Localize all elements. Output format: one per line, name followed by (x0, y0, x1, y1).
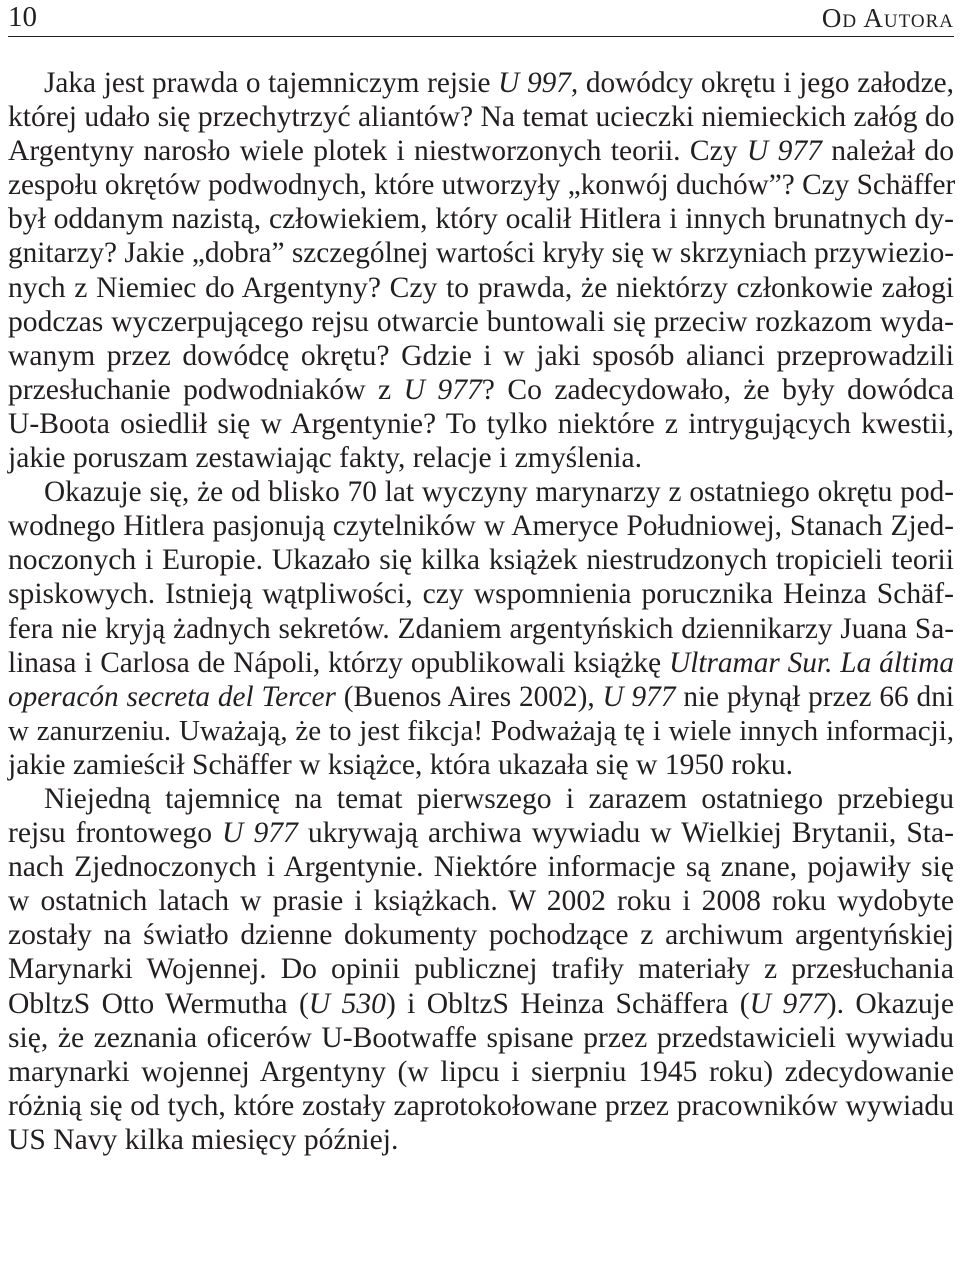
text-run: gnitarzy? Jakie „dobra” szczególnej wartości kryły się w skrzyniach przywiezio- (8, 237, 955, 270)
text-line (8, 577, 954, 611)
text-run: należał do (821, 135, 954, 168)
text-line (8, 714, 954, 748)
text-line (8, 339, 954, 373)
text-run: nie płynął przez 66 dni (675, 680, 954, 713)
text-run: ObltzS Otto Wermutha ( (8, 987, 309, 1020)
body-text (8, 66, 954, 1157)
text-run: różnią się od tych, które zostały zaprotokołowane przez pracowników wywiadu (8, 1089, 954, 1122)
text-run: nych z Niemiec do Argentyny? Czy to prawda, że niektórzy członkowie załogi (8, 271, 954, 304)
text-line (8, 782, 954, 816)
text-run: linasa i Carlosa de Nápoli, którzy opublikowali książkę (8, 646, 670, 679)
text-run: wanym przez dowódcę okrętu? Gdzie i w jaki sposób alianci przeprowadzili (8, 339, 954, 372)
italic-text: U 977 (749, 987, 827, 1020)
text-run: zespołu okrętów podwodnych, które utworzyły „konwój duchów”? Czy Schäffer (8, 169, 956, 202)
text-line (8, 475, 954, 509)
italic-text: U 977 (602, 680, 676, 713)
text-line (8, 612, 954, 646)
text-run: ) i ObltzS Heinza Schäffera ( (385, 987, 750, 1020)
text-line (8, 202, 954, 236)
text-line (8, 1021, 954, 1055)
italic-text: U 977 (746, 135, 822, 168)
text-line (8, 441, 954, 475)
paragraph (8, 66, 954, 475)
text-run: Argentyny narosło wiele plotek i niestworzonych teorii. Czy (8, 135, 747, 168)
text-line (8, 1123, 954, 1157)
italic-text: U 977 (403, 373, 482, 406)
text-line (8, 952, 954, 986)
text-run: w zanurzeniu. Uważają, że to jest fikcja! Podważają tę i wiele innych informacji, (8, 714, 954, 747)
text-line (8, 168, 954, 202)
text-run: marynarki wojennej Argentyny (w lipcu i sierpniu 1945 roku) zdecydowanie (8, 1055, 954, 1088)
text-run: dowódcy okrętu i jego załodze, (578, 67, 954, 99)
text-run: przesłuchanie podwodniaków z (8, 373, 404, 406)
text-run: (Buenos Aires 2002), (335, 680, 603, 713)
italic-text: U 997, (498, 67, 579, 99)
paragraph (8, 475, 954, 782)
text-run: wodnego Hitlera pasjonują czytelników w Ameryce Południowej, Stanach Zjed- (8, 510, 954, 543)
text-line (8, 1055, 954, 1089)
page-header (8, 0, 954, 37)
text-run: spiskowych. Istnieją wątpliwości, czy wspomnienia porucznika Heinza Schäf- (8, 578, 954, 611)
italic-text: Ultramar Sur. La áltima (669, 646, 954, 679)
text-line (8, 1089, 954, 1123)
text-run: Okazuje się, że od blisko 70 lat wyczyny marynarzy z ostatniego okrętu pod- (44, 476, 954, 509)
text-line (8, 236, 954, 270)
text-run: Marynarki Wojennej. Do opinii publicznej trafiły materiały z przesłuchania (8, 953, 954, 986)
text-run: nach Zjednoczonych i Argentynie. Niektóre informacje są znane, pojawiły się (8, 851, 954, 884)
page-number: 10 (8, 1, 37, 33)
text-line (8, 509, 954, 543)
text-run: ukrywają archiwa wywiadu w Wielkiej Brytanii, Sta- (297, 817, 955, 850)
running-head: Od Autora (821, 3, 954, 33)
text-line (8, 987, 954, 1021)
text-line (8, 816, 954, 850)
text-line (8, 680, 954, 714)
text-line (8, 918, 954, 952)
text-run: się, że zeznania oficerów U-Bootwaffe spisane przez przedstawicieli wywiadu (8, 1021, 954, 1054)
text-run: Jaka jest prawda o tajemniczym rejsie (44, 67, 499, 99)
text-run: jakie zamieścił Schäffer w książce, która ukazała się w 1950 roku. (8, 748, 794, 781)
text-run: noczonych i Europie. Ukazało się kilka książek niestrudzonych tropicieli teorii (8, 544, 954, 577)
italic-text: U 977 (222, 817, 298, 850)
text-run: fera nie kryją żadnych sekretów. Zdaniem argentyńskich dziennikarzy Juana Sa- (8, 612, 954, 645)
text-run: Niejedną tajemnicę na temat pierwszego i zarazem ostatniego przebiegu (44, 782, 954, 815)
text-run: U-Boota osiedlił się w Argentynie? To tylko niektóre z intrygujących kwestii, (8, 407, 954, 440)
text-run: US Navy kilka miesięcy później. (8, 1123, 399, 1156)
text-run: rejsu frontowego (8, 817, 223, 850)
text-run: której udało się przechytrzyć aliantów? Na temat ucieczki niemieckich załóg do (8, 101, 955, 134)
italic-text: operacón secreta del Tercer (8, 680, 336, 713)
text-line (8, 134, 954, 168)
text-run: ). Okazuje (826, 987, 954, 1020)
text-line (8, 305, 954, 339)
text-line (8, 66, 954, 100)
text-line (8, 271, 954, 305)
text-run: był oddanym nazistą, człowiekiem, który ocalił Hitlera i innych brunatnych dy- (8, 203, 954, 236)
paragraph (8, 782, 954, 1157)
text-run: podczas wyczerpującego rejsu otwarcie buntowali się przeciw rozkazom wyda- (8, 305, 954, 338)
italic-text: U 530 (308, 987, 386, 1020)
text-line (8, 373, 954, 407)
text-line (8, 543, 954, 577)
text-run: w ostatnich latach w prasie i książkach. W 2002 roku i 2008 roku wydobyte (8, 885, 954, 918)
text-line (8, 748, 954, 782)
text-run: ? Co zadecydowało, że były dowódca (481, 373, 954, 406)
text-line (8, 100, 954, 134)
text-line (8, 850, 954, 884)
text-run: jakie poruszam zestawiając fakty, relacje i zmyślenia. (8, 442, 643, 475)
text-run: zostały na światło dzienne dokumenty pochodzące z archiwum argentyńskiej (8, 919, 954, 952)
text-line (8, 884, 954, 918)
text-line (8, 407, 954, 441)
text-line (8, 646, 954, 680)
